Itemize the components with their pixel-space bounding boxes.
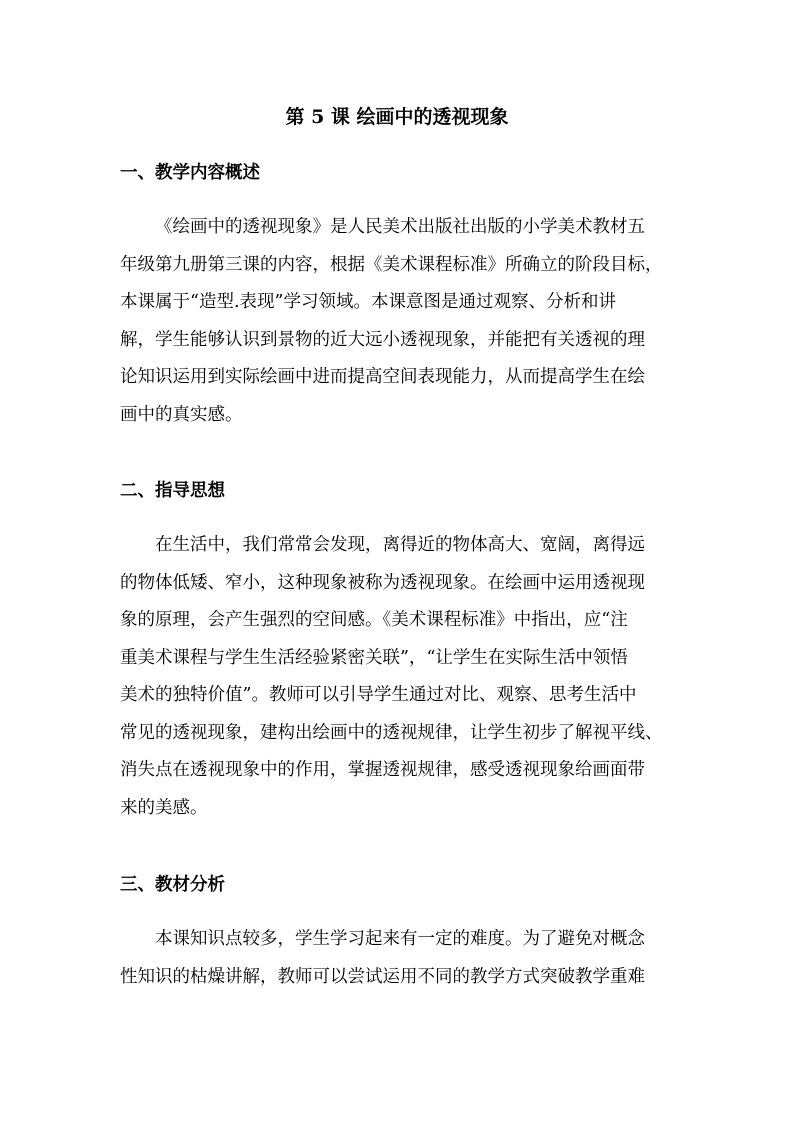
paragraph-line: 美术的独特价值”。教师可以引导学生通过对比、观察、思考生活中 bbox=[120, 685, 637, 705]
paragraph-line: 论知识运用到实际绘画中进而提高空间表现能力，从而提高学生在绘 bbox=[120, 367, 645, 387]
section-paragraph-overview bbox=[120, 209, 680, 434]
paragraph-line: 性知识的枯燥讲解，教师可以尝试运用不同的教学方式突破教学重难 bbox=[120, 966, 645, 987]
paragraph-line: 消失点在透视现象中的作用，掌握透视规律，感受透视现象给画面带 bbox=[120, 760, 645, 780]
paragraph-line: 常见的透视现象，建构出绘画中的透视规律，让学生初步了解视平线、 bbox=[120, 722, 663, 743]
section-heading-overview: 一、教学内容概述 bbox=[120, 163, 260, 183]
paragraph-line: 的物体低矮、窄小，这种现象被称为透视现象。在绘画中运用透视现 bbox=[120, 572, 645, 593]
paragraph-line: 重美术课程与学生生活经验紧密关联”，“让学生在实际生活中领悟 bbox=[120, 647, 628, 668]
page-title: 第 5 课 绘画中的透视现象 bbox=[285, 106, 509, 128]
paragraph-line: 在生活中，我们常常会发现，离得近的物体高大、宽阔，离得远 bbox=[155, 535, 645, 555]
paragraph-line: 本课知识点较多，学生学习起来有一定的难度。为了避免对概念 bbox=[155, 929, 645, 949]
paragraph-line: 来的美感。 bbox=[120, 797, 208, 818]
paragraph-line: 《绘画中的透视现象》是人民美术出版社出版的小学美术教材五 bbox=[155, 217, 645, 237]
section-paragraph-guiding-thought bbox=[120, 527, 680, 827]
section-paragraph-material-analysis bbox=[120, 921, 680, 996]
paragraph-line: 象的原理，会产生强烈的空间感。《美术课程标准》中指出，应“注 bbox=[120, 610, 628, 630]
paragraph-line: 年级第九册第三课的内容，根据《美术课程标准》所确立的阶段目标， bbox=[120, 254, 663, 275]
section-heading-guiding-thought: 二、指导思想 bbox=[120, 481, 225, 501]
paragraph-line: 本课属于“造型.表现”学习领域。本课意图是通过观察、分析和讲 bbox=[120, 292, 616, 312]
paragraph-line: 画中的真实感。 bbox=[120, 404, 243, 425]
paragraph-line: 解，学生能够认识到景物的近大远小透视现象，并能把有关透视的理 bbox=[120, 329, 645, 350]
section-heading-material-analysis: 三、教材分析 bbox=[120, 875, 225, 895]
